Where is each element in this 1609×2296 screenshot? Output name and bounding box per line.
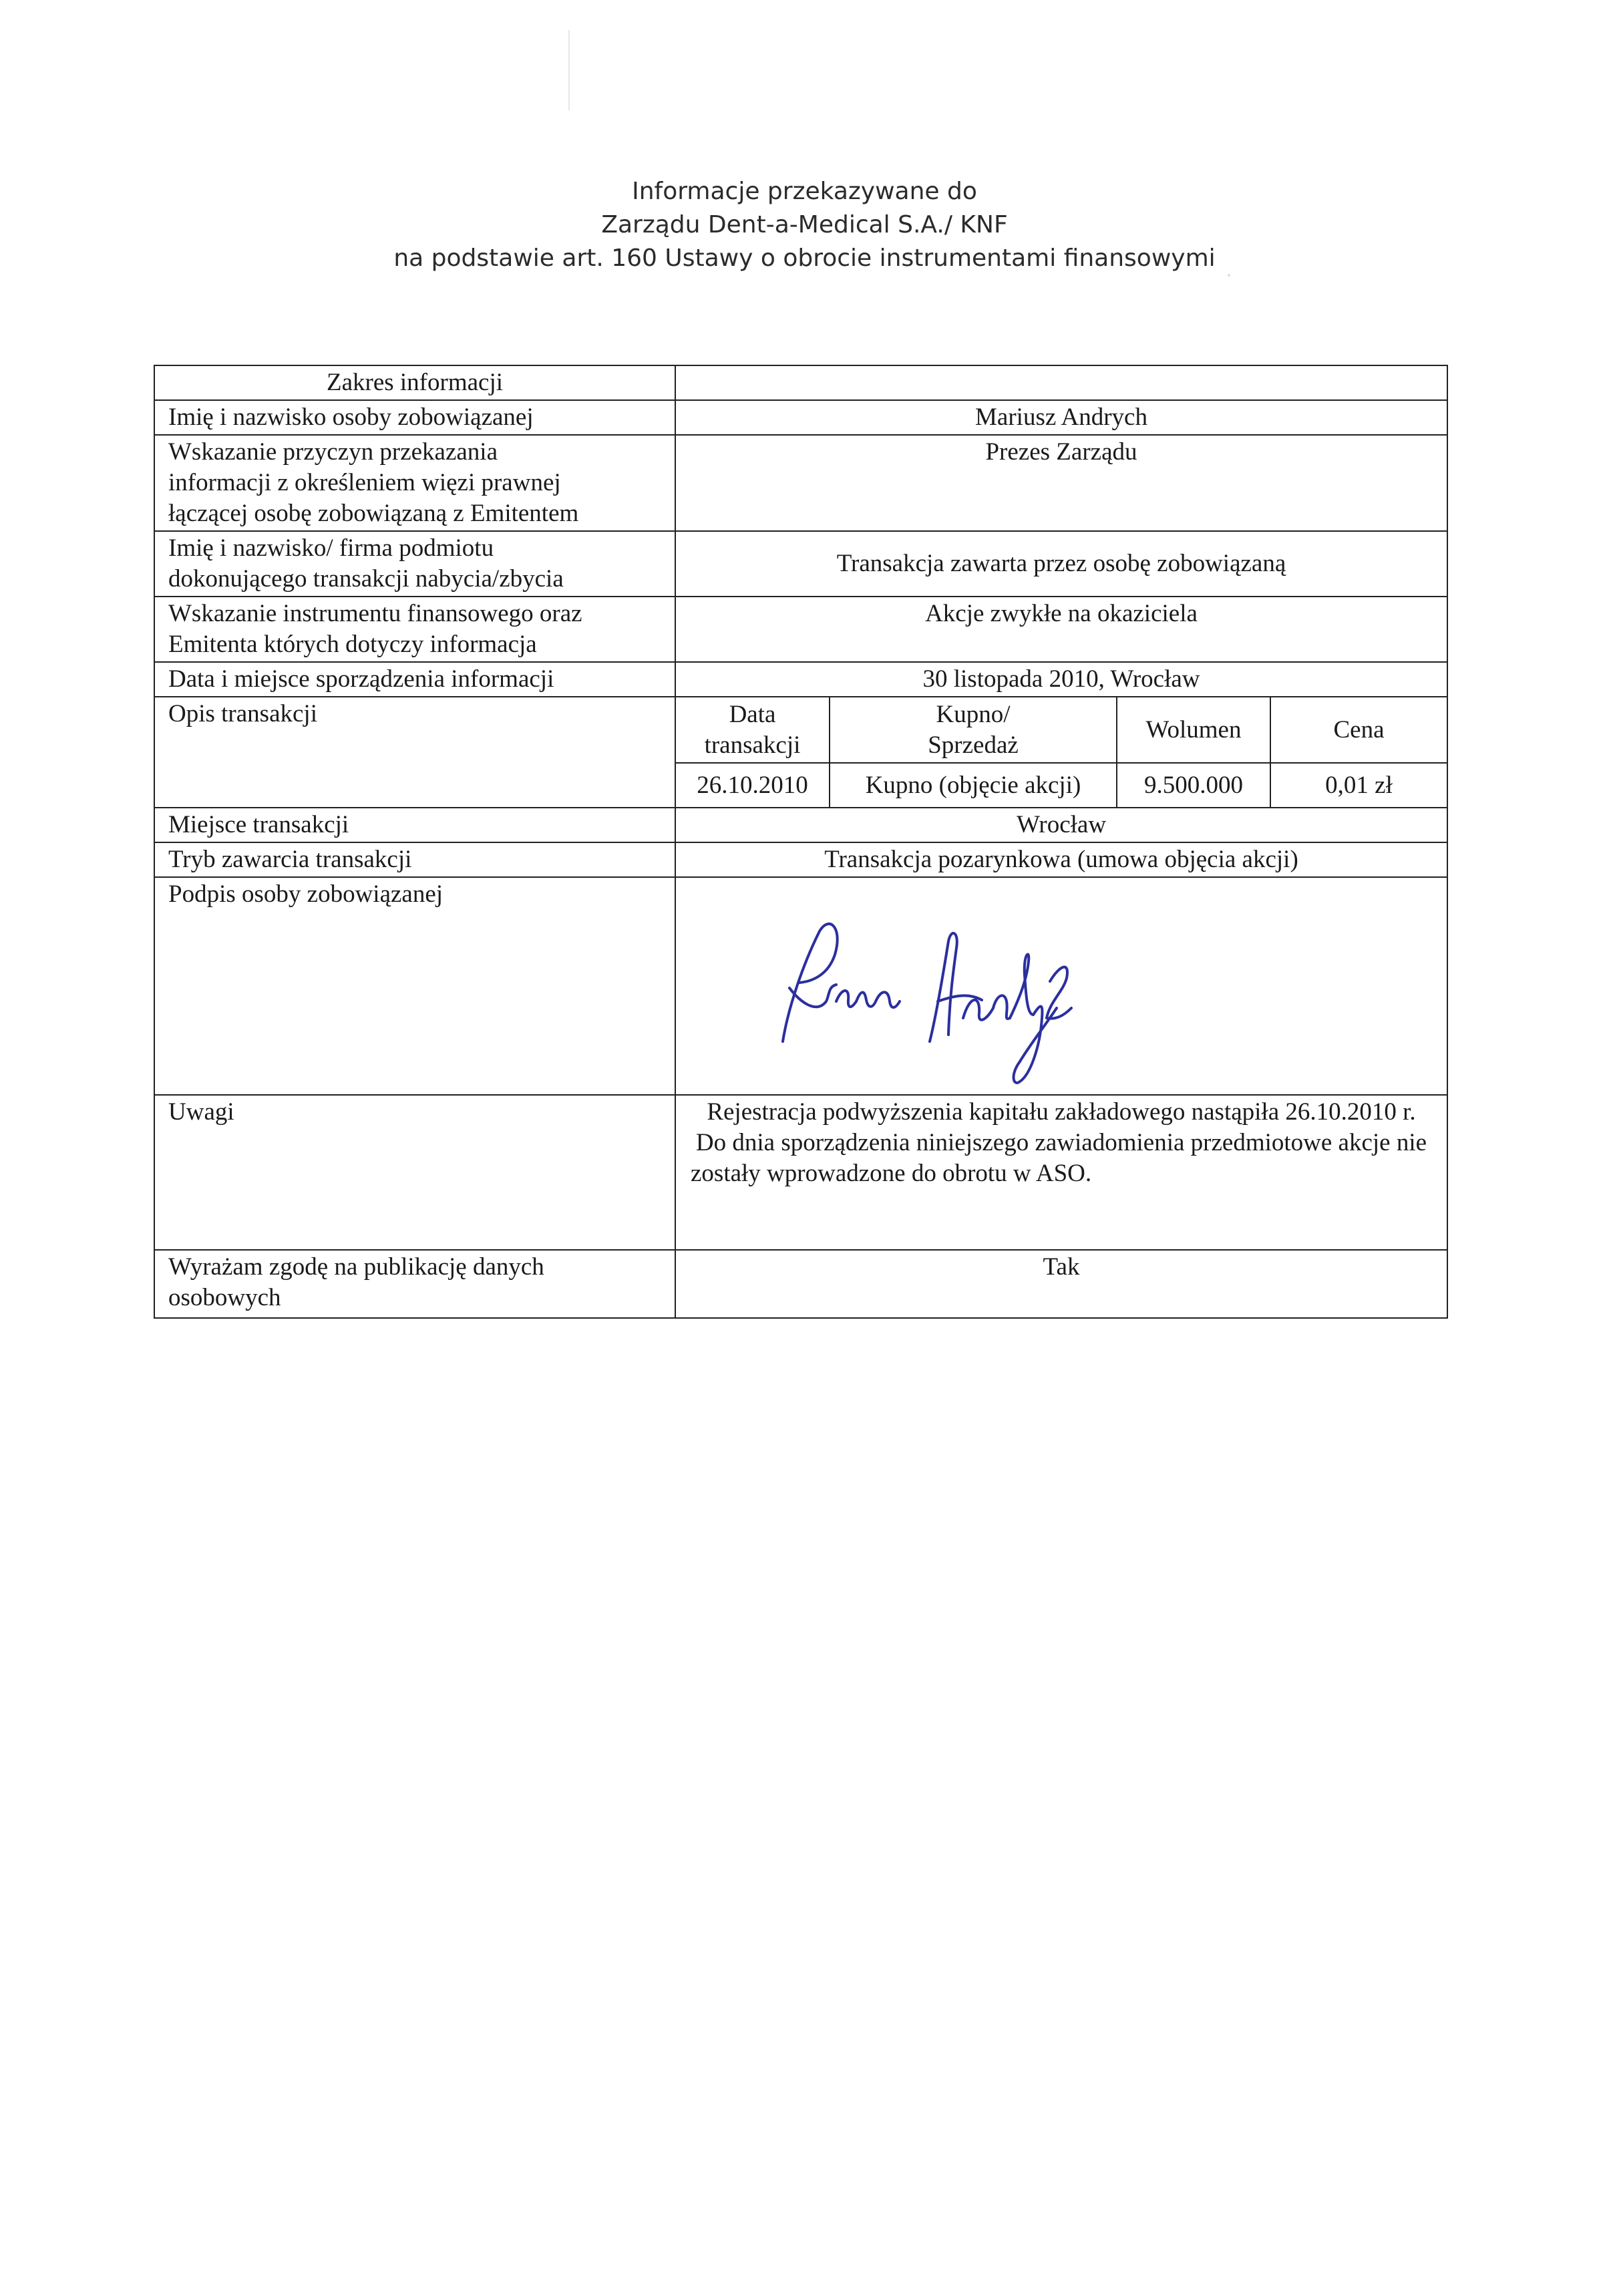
th-kupno-line-1: Kupno/	[936, 700, 1011, 728]
table-row	[154, 1095, 1447, 1250]
signature-cell	[675, 877, 1447, 1095]
podmiot-value: Transakcja zawarta przez osobę zobowiązaną	[675, 531, 1447, 597]
information-table	[154, 365, 1448, 1319]
przyczyny-label	[154, 435, 675, 531]
podmiot-label-line-2: dokonującego transakcji nabycia/zbycia	[168, 565, 564, 593]
table-row	[154, 597, 1447, 662]
tryb-value: Transakcja pozarynkowa (umowa objęcia akcji)	[675, 842, 1447, 877]
table-row	[154, 1250, 1447, 1318]
table-row	[154, 842, 1447, 877]
przyczyny-label-line-1: Wskazanie przyczyn przekazania	[168, 438, 498, 466]
miejsce-label: Miejsce transakcji	[154, 808, 675, 842]
podmiot-label	[154, 531, 675, 597]
table-row	[154, 808, 1447, 842]
td-wolumen: 9.500.000	[1117, 763, 1270, 807]
data-miejsce-label: Data i miejsce sporządzenia informacji	[154, 662, 675, 697]
document-header	[0, 175, 1609, 275]
td-data: 26.10.2010	[676, 763, 830, 807]
transaction-header-row	[676, 697, 1447, 763]
th-data-transakcji	[676, 697, 830, 763]
miejsce-value: Wrocław	[675, 808, 1447, 842]
instrument-label-line-1: Wskazanie instrumentu finansowego oraz	[168, 600, 582, 627]
scan-artifact-line	[568, 30, 570, 110]
transaction-row	[676, 763, 1447, 807]
zakres-header: Zakres informacji	[154, 365, 675, 400]
uwagi-label: Uwagi	[154, 1095, 675, 1250]
podpis-label: Podpis osoby zobowiązanej	[154, 877, 675, 1095]
table-row	[154, 365, 1447, 400]
imie-value: Mariusz Andrych	[675, 400, 1447, 435]
data-miejsce-value: 30 listopada 2010, Wrocław	[675, 662, 1447, 697]
th-data-line-1: Data	[729, 700, 776, 728]
th-kupno-sprzedaz	[830, 697, 1117, 763]
transaction-table	[676, 697, 1447, 807]
th-data-line-2: transakcji	[704, 731, 801, 759]
instrument-value: Akcje zwykłe na okaziciela	[675, 597, 1447, 662]
instrument-label	[154, 597, 675, 662]
opis-label: Opis transakcji	[154, 697, 675, 808]
td-cena: 0,01 zł	[1270, 763, 1447, 807]
th-wolumen: Wolumen	[1117, 697, 1270, 763]
zakres-value-empty	[675, 365, 1447, 400]
header-line-1: Informacje przekazywane do	[632, 178, 977, 205]
header-line-2: Zarządu Dent-a-Medical S.A./ KNF	[601, 211, 1008, 238]
table-row	[154, 662, 1447, 697]
tryb-label: Tryb zawarcia transakcji	[154, 842, 675, 877]
td-typ: Kupno (objęcie akcji)	[830, 763, 1117, 807]
przyczyny-label-line-3: łączącej osobę zobowiązaną z Emitentem	[168, 500, 579, 527]
uwagi-value: Rejestracja podwyższenia kapitału zakładowego nastąpiła 26.10.2010 r. Do dnia sporządzenia niniejszego zawiadomienia przedmiotowe akcje nie zostały wprowadzone do obrotu w ASO.	[675, 1095, 1447, 1250]
th-cena: Cena	[1270, 697, 1447, 763]
zgoda-label-line-2: osobowych	[168, 1284, 281, 1311]
table-row	[154, 697, 1447, 808]
instrument-label-line-2: Emitenta których dotyczy informacja	[168, 631, 537, 658]
zgoda-label	[154, 1250, 675, 1318]
header-line-3: na podstawie art. 160 Ustawy o obrocie instrumentami finansowymi	[393, 244, 1216, 272]
handwritten-signature	[763, 901, 1110, 1095]
opis-transakcji-cell	[675, 697, 1447, 808]
podmiot-label-line-1: Imię i nazwisko/ firma podmiotu	[168, 534, 494, 562]
zgoda-value: Tak	[675, 1250, 1447, 1318]
table-row	[154, 531, 1447, 597]
przyczyny-value: Prezes Zarządu	[675, 435, 1447, 531]
table-row	[154, 435, 1447, 531]
imie-label: Imię i nazwisko osoby zobowiązanej	[154, 400, 675, 435]
table-row	[154, 877, 1447, 1095]
th-kupno-line-2: Sprzedaż	[928, 731, 1019, 759]
przyczyny-label-line-2: informacji z określeniem więzi prawnej	[168, 469, 561, 496]
zgoda-label-line-1: Wyrażam zgodę na publikację danych	[168, 1253, 544, 1281]
table-row	[154, 400, 1447, 435]
